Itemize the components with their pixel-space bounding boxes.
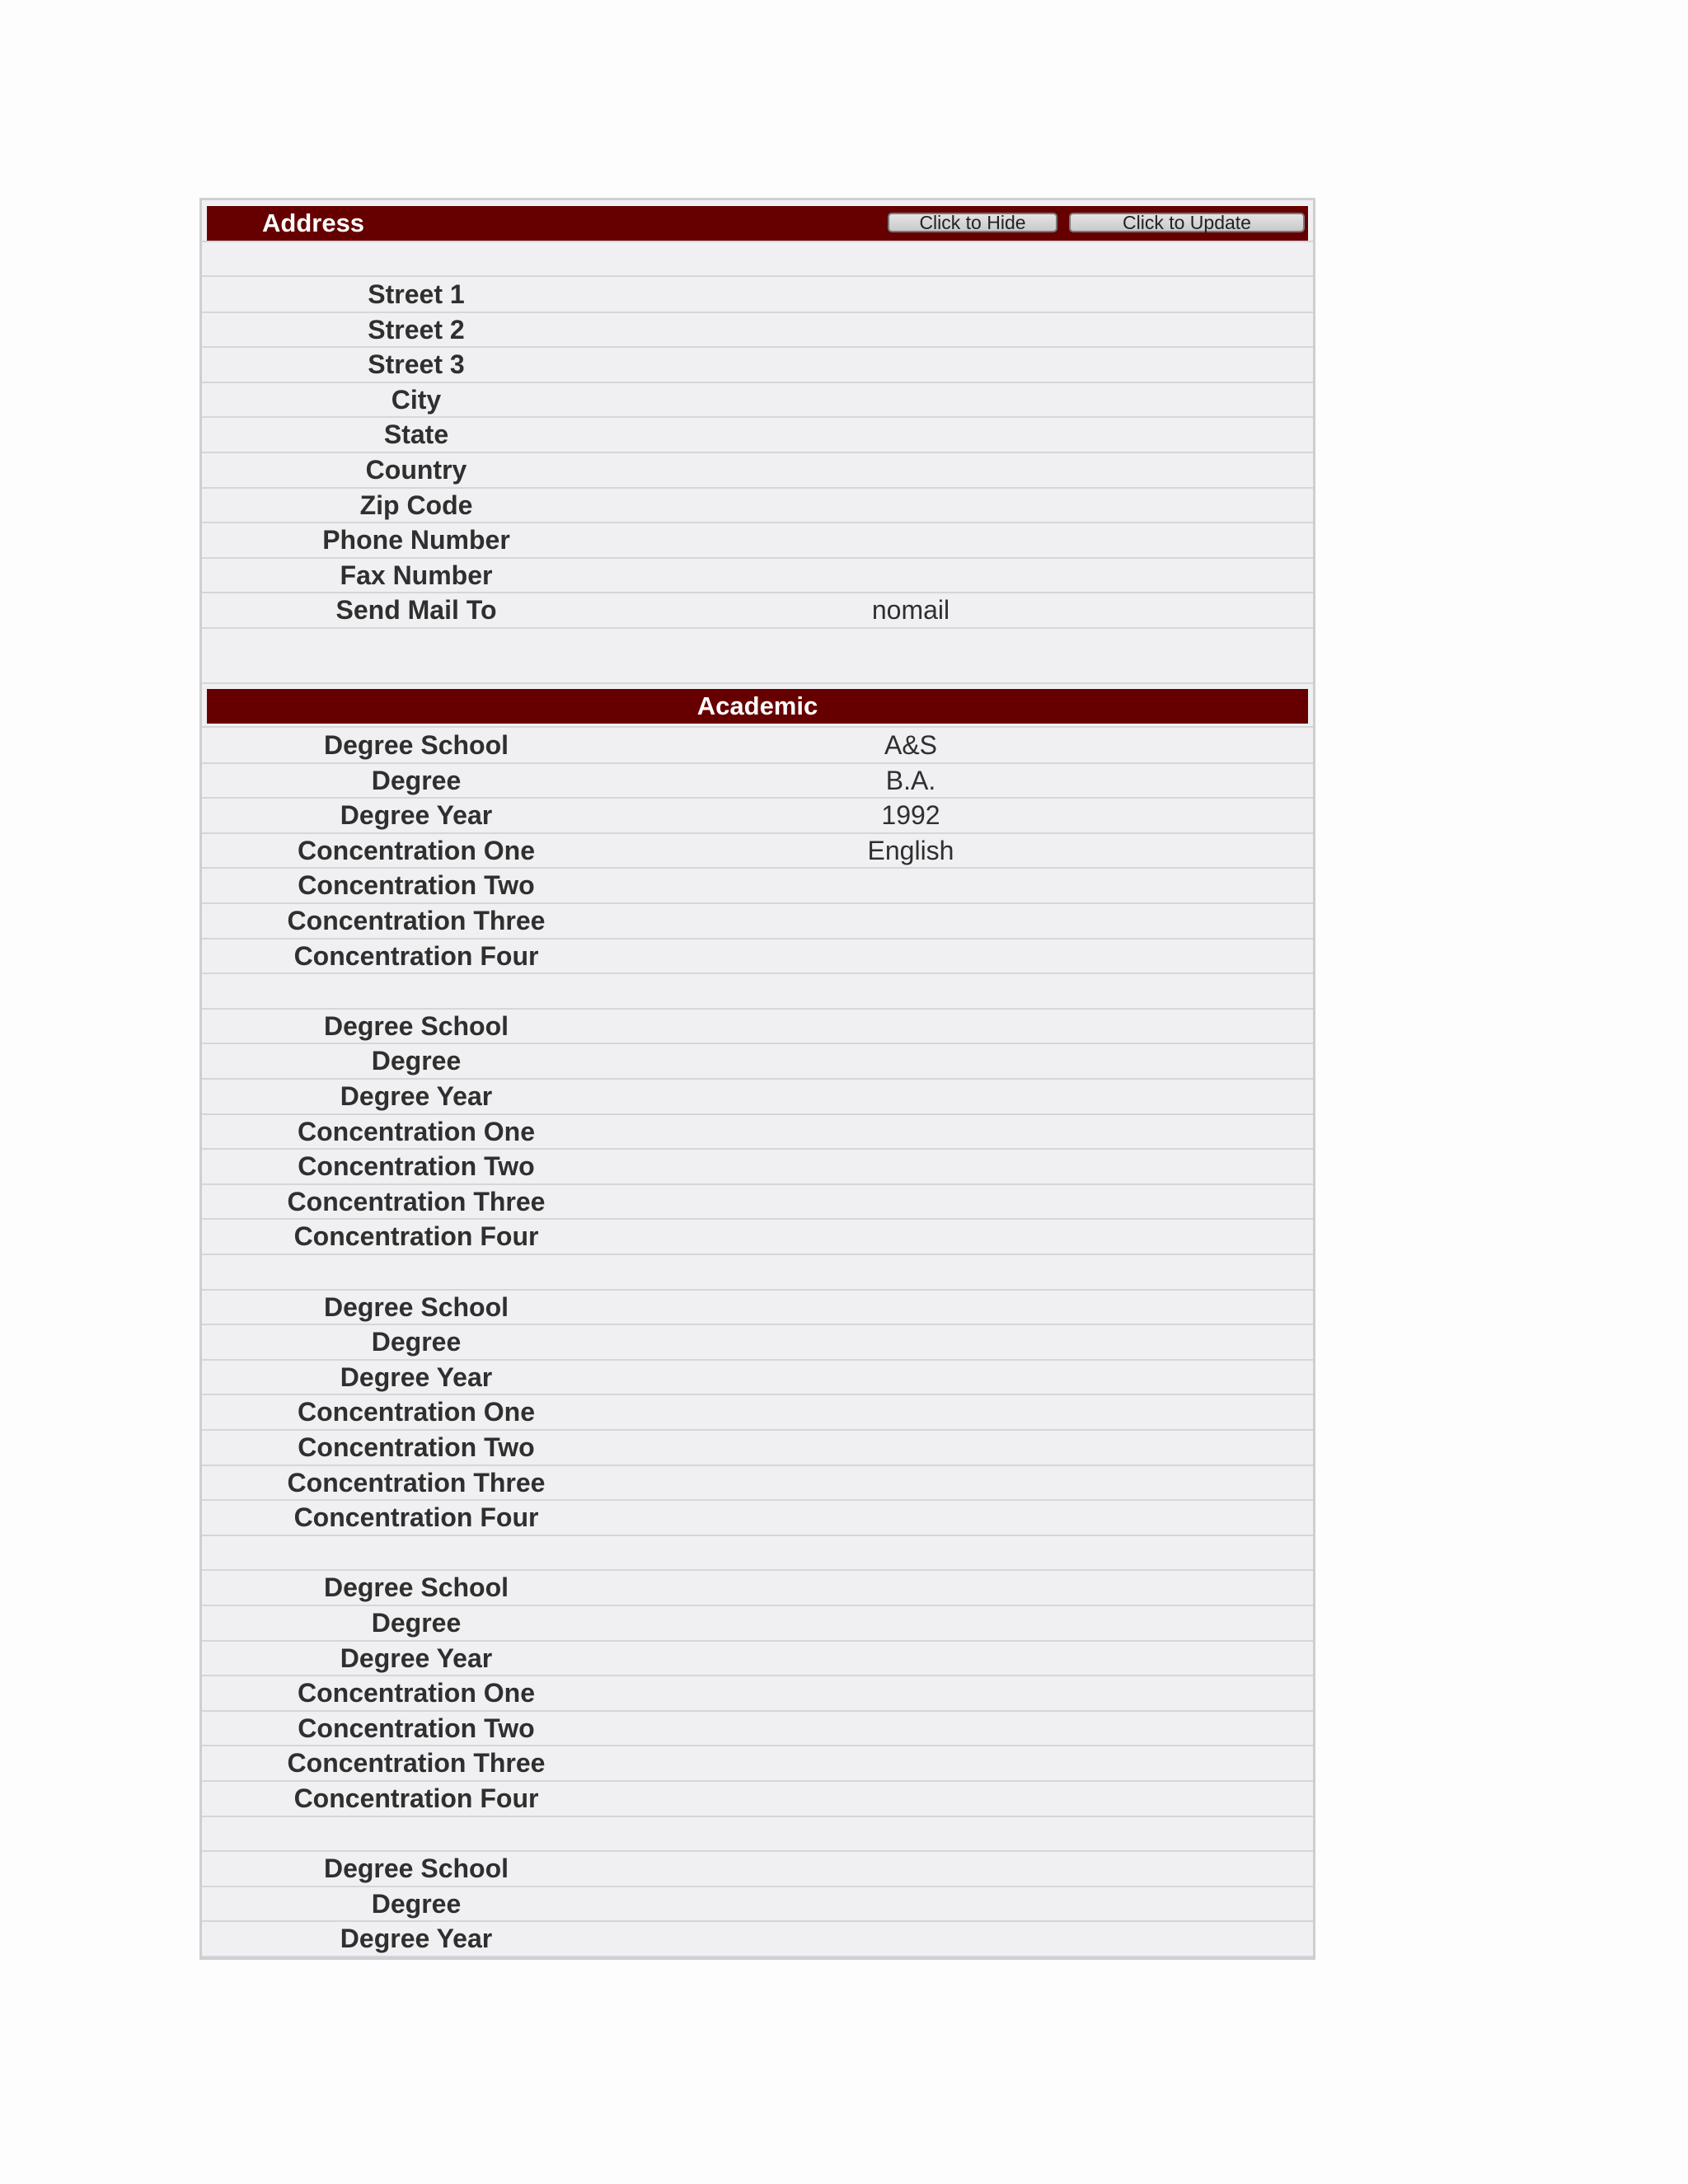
academic-row: [202, 1921, 1313, 1956]
academic-row: [202, 1500, 1313, 1535]
academic-row: [202, 1570, 1313, 1605]
field-label: Street 2: [368, 315, 465, 344]
academic-row: [202, 1711, 1313, 1746]
field-label: Degree: [371, 1608, 462, 1638]
hide-button[interactable]: Click to Hide: [888, 213, 1057, 232]
academic-row: [202, 763, 1313, 798]
field-label: Degree School: [323, 1854, 509, 1883]
academic-row: [202, 1290, 1313, 1324]
field-value: [655, 452, 1166, 487]
field-value: [655, 417, 1166, 452]
field-label: Degree School: [323, 1292, 509, 1322]
field-value: [655, 1570, 1166, 1605]
address-row: [202, 417, 1313, 452]
field-value: [655, 347, 1166, 382]
field-value: [655, 1149, 1166, 1183]
field-label: Concentration Three: [287, 1187, 546, 1216]
field-label: Street 3: [368, 349, 465, 379]
field-value: [655, 1079, 1166, 1113]
field-label: Concentration One: [297, 836, 535, 865]
row-divider: [202, 972, 1313, 974]
field-value: [655, 939, 1166, 973]
field-label: Concentration Three: [287, 906, 546, 935]
field-value: [655, 1324, 1166, 1359]
field-label: Send Mail To: [335, 595, 497, 625]
academic-section-title: Academic: [696, 691, 818, 720]
field-value: A&S: [884, 730, 938, 760]
field-label: Concentration Four: [293, 941, 539, 971]
field-label: Phone Number: [322, 525, 510, 555]
field-label: Fax Number: [340, 560, 493, 590]
field-value: [655, 277, 1166, 312]
academic-row: [202, 1641, 1313, 1675]
address-row: [202, 347, 1313, 382]
field-label: Concentration One: [297, 1117, 535, 1146]
academic-row: [202, 868, 1313, 902]
field-value: [655, 1886, 1166, 1921]
field-value: [655, 1465, 1166, 1500]
field-label: Degree Year: [340, 1362, 493, 1392]
field-value: B.A.: [885, 766, 936, 795]
field-value: [655, 1781, 1166, 1816]
field-value: [655, 1009, 1166, 1043]
row-divider: [202, 1535, 1313, 1536]
field-value: [655, 1746, 1166, 1780]
field-label: Degree Year: [340, 1643, 493, 1673]
field-value: [655, 903, 1166, 938]
field-value: [655, 312, 1166, 347]
field-label: Degree School: [323, 730, 509, 760]
academic-row: [202, 1746, 1313, 1780]
field-value: [655, 1851, 1166, 1886]
address-row: [202, 488, 1313, 523]
academic-row: [202, 1360, 1313, 1394]
field-value: [655, 868, 1166, 902]
address-row: [202, 382, 1313, 417]
field-value: [655, 523, 1166, 557]
field-label: Degree School: [323, 1572, 509, 1602]
field-value: [655, 558, 1166, 593]
row-divider: [202, 1956, 1313, 1957]
field-label: Degree: [371, 1327, 462, 1357]
academic-row: [202, 798, 1313, 832]
field-label: Degree School: [323, 1011, 509, 1041]
field-value: English: [867, 836, 954, 865]
academic-row: [202, 833, 1313, 868]
academic-row: [202, 1605, 1313, 1640]
field-value: [655, 1360, 1166, 1394]
row-divider: [202, 1816, 1313, 1817]
academic-row: [202, 1114, 1313, 1149]
field-label: Concentration Two: [298, 1432, 535, 1462]
field-label: Degree: [371, 1046, 462, 1076]
field-value: [655, 1675, 1166, 1710]
address-section-header: [207, 206, 1308, 241]
field-label: Degree Year: [340, 800, 493, 830]
address-row: [202, 523, 1313, 557]
field-value: 1992: [881, 800, 940, 830]
field-value: [655, 1500, 1166, 1535]
field-value: [655, 1641, 1166, 1675]
academic-row: [202, 1009, 1313, 1043]
field-label: City: [391, 385, 442, 415]
academic-row: [202, 1149, 1313, 1183]
field-label: State: [383, 419, 449, 449]
academic-row: [202, 1430, 1313, 1465]
field-label: Concentration One: [297, 1678, 535, 1708]
academic-row: [202, 1394, 1313, 1429]
field-label: Degree: [371, 766, 462, 795]
address-row: [202, 312, 1313, 347]
academic-row: [202, 1079, 1313, 1113]
field-label: Degree Year: [340, 1081, 493, 1111]
academic-row: [202, 1184, 1313, 1219]
field-label: Concentration Two: [298, 1713, 535, 1743]
field-value: [655, 1043, 1166, 1078]
academic-row: [202, 1851, 1313, 1886]
field-value: [655, 1219, 1166, 1254]
row-divider: [202, 1254, 1313, 1255]
field-value: [655, 1430, 1166, 1465]
field-label: Concentration Four: [293, 1783, 539, 1813]
academic-row: [202, 1886, 1313, 1921]
field-value: [655, 382, 1166, 417]
academic-row: [202, 1781, 1313, 1816]
row-divider: [202, 241, 1313, 242]
field-value: [655, 1184, 1166, 1219]
academic-row: [202, 939, 1313, 973]
field-label: Concentration Three: [287, 1468, 546, 1497]
update-button[interactable]: Click to Update: [1069, 213, 1305, 232]
field-label: Concentration Four: [293, 1502, 539, 1532]
field-label: Degree: [371, 1889, 462, 1919]
field-label: Concentration Two: [298, 870, 535, 900]
address-row: [202, 452, 1313, 487]
field-label: Country: [365, 455, 467, 485]
field-label: Concentration Four: [293, 1221, 539, 1251]
field-label: Degree Year: [340, 1924, 493, 1953]
address-row: [202, 558, 1313, 593]
field-value: [655, 1711, 1166, 1746]
academic-row: [202, 903, 1313, 938]
academic-row: [202, 1043, 1313, 1078]
academic-row: [202, 1219, 1313, 1254]
academic-row: [202, 728, 1313, 762]
field-label: Zip Code: [359, 490, 473, 520]
field-label: Concentration Two: [298, 1151, 535, 1181]
address-row: [202, 593, 1313, 627]
address-row: [202, 277, 1313, 312]
address-section-title: Address: [262, 209, 365, 237]
field-value: [655, 1605, 1166, 1640]
field-value: [655, 1114, 1166, 1149]
field-value: [655, 488, 1166, 523]
field-label: Concentration Three: [287, 1748, 546, 1778]
field-value: nomail: [871, 595, 950, 625]
field-label: Street 1: [368, 279, 465, 309]
field-label: Concentration One: [297, 1397, 535, 1427]
row-divider: [202, 627, 1313, 629]
profile-panel: [199, 198, 1315, 1960]
field-value: [655, 1290, 1166, 1324]
academic-row: [202, 1675, 1313, 1710]
academic-section-header: [207, 689, 1308, 724]
field-value: [655, 1394, 1166, 1429]
academic-row: [202, 1324, 1313, 1359]
field-value: [655, 1921, 1166, 1956]
row-divider: [202, 682, 1313, 684]
academic-row: [202, 1465, 1313, 1500]
